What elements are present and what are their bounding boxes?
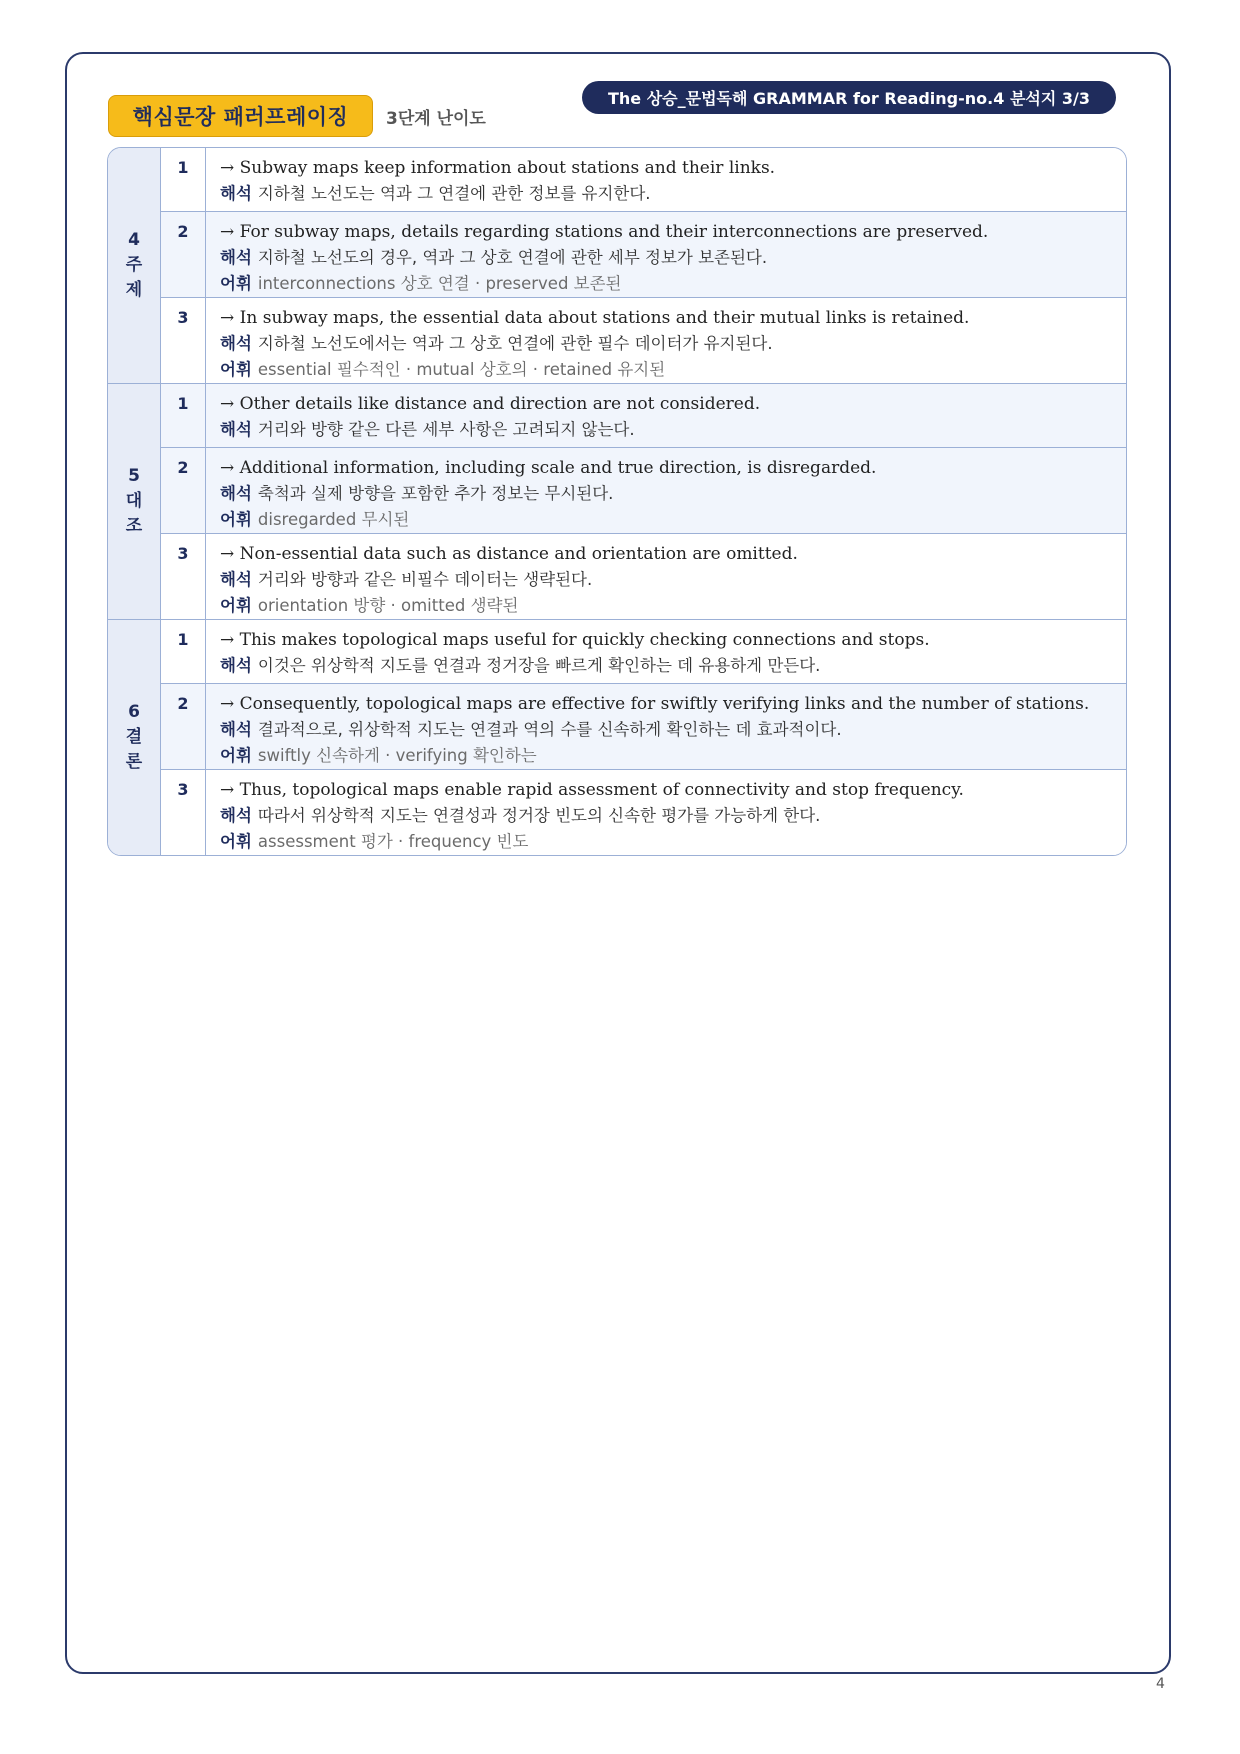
row-content (206, 620, 1126, 683)
group-label-number: 4 (128, 230, 140, 250)
translation-tag: 해석 (220, 184, 252, 203)
paraphrase-group (108, 620, 1126, 855)
korean-translation: 따라서 위상학적 지도는 연결성과 정거장 빈도의 신속한 평가를 가능하게 한다. (257, 806, 821, 825)
paraphrase-row (161, 448, 1126, 534)
book-title-pill (582, 81, 1116, 114)
vocab-list: disregarded 무시된 (257, 510, 410, 529)
paraphrase-row (161, 620, 1126, 684)
vocab-line (220, 829, 1112, 855)
group-label (108, 620, 161, 855)
section-title: 핵심문장 패러프레이징 (132, 105, 349, 129)
paraphrase-row (161, 298, 1126, 383)
group-label-char: 주 (125, 255, 143, 275)
paraphrase-group (108, 148, 1126, 384)
translation-line (220, 481, 1112, 507)
row-number: 3 (161, 534, 206, 619)
row-content (206, 448, 1126, 533)
translation-tag: 해석 (220, 248, 252, 267)
row-content (206, 212, 1126, 297)
page-number: 4 (1156, 1676, 1165, 1692)
paraphrase-group (108, 384, 1126, 620)
vocab-line (220, 357, 1112, 383)
translation-tag: 해석 (220, 334, 252, 353)
difficulty-label: 3단계 난이도 (386, 109, 486, 129)
korean-translation: 지하철 노선도는 역과 그 연결에 관한 정보를 유지한다. (257, 184, 651, 203)
row-number: 1 (161, 148, 206, 211)
vocab-tag: 어휘 (220, 360, 252, 379)
english-sentence: → Other details like distance and direction are not considered. (220, 394, 761, 414)
row-content (206, 534, 1126, 619)
vocab-list: interconnections 상호 연결 · preserved 보존된 (257, 274, 622, 293)
translation-tag: 해석 (220, 656, 252, 675)
korean-translation: 결과적으로, 위상학적 지도는 연결과 역의 수를 신속하게 확인하는 데 효과적이다. (257, 720, 842, 739)
translation-line (220, 717, 1112, 743)
vocab-tag: 어휘 (220, 510, 252, 529)
translation-line (220, 331, 1112, 357)
vocab-line (220, 743, 1112, 769)
korean-translation: 거리와 방향과 같은 비필수 데이터는 생략된다. (257, 570, 593, 589)
vocab-list: swiftly 신속하게 · verifying 확인하는 (257, 746, 537, 765)
vocab-list: essential 필수적인 · mutual 상호의 · retained 유지된 (257, 360, 666, 379)
english-sentence: → Consequently, topological maps are effective for swiftly verifying links and the number of stations. (220, 694, 1090, 714)
korean-translation: 이것은 위상학적 지도를 연결과 정거장을 빠르게 확인하는 데 유용하게 만든다. (257, 656, 821, 675)
group-label-char: 제 (125, 280, 143, 300)
group-label-char: 결 (125, 727, 143, 747)
row-number: 2 (161, 448, 206, 533)
paraphrase-row (161, 770, 1126, 855)
english-sentence: → This makes topological maps useful for quickly checking connections and stops. (220, 630, 930, 650)
translation-line (220, 567, 1112, 593)
vocab-list: orientation 방향 · omitted 생략된 (257, 596, 519, 615)
english-sentence: → Additional information, including scale and true direction, is disregarded. (220, 458, 877, 478)
group-label-char: 조 (125, 516, 143, 536)
translation-tag: 해석 (220, 720, 252, 739)
paraphrase-table (107, 147, 1127, 856)
row-number: 1 (161, 384, 206, 447)
group-label-char: 대 (125, 491, 143, 511)
paraphrase-row (161, 212, 1126, 298)
group-label-char: 론 (125, 752, 143, 772)
book-title: The 상승_문법독해 GRAMMAR for Reading-no.4 분석지 3/3 (607, 89, 1090, 108)
group-label (108, 148, 161, 383)
translation-line (220, 417, 1112, 443)
translation-line (220, 803, 1112, 829)
english-sentence: → Thus, topological maps enable rapid assessment of connectivity and stop frequency. (220, 780, 964, 800)
vocab-tag: 어휘 (220, 596, 252, 615)
row-content (206, 770, 1126, 855)
translation-tag: 해석 (220, 420, 252, 439)
translation-line (220, 245, 1112, 271)
vocab-list: assessment 평가 · frequency 빈도 (257, 832, 529, 851)
group-label-number: 6 (128, 702, 140, 722)
translation-tag: 해석 (220, 806, 252, 825)
row-number: 1 (161, 620, 206, 683)
paraphrase-row (161, 684, 1126, 770)
korean-translation: 거리와 방향 같은 다른 세부 사항은 고려되지 않는다. (257, 420, 635, 439)
row-content (206, 684, 1126, 769)
translation-tag: 해석 (220, 484, 252, 503)
vocab-line (220, 271, 1112, 297)
group-label (108, 384, 161, 619)
english-sentence: → In subway maps, the essential data about stations and their mutual links is retained. (220, 308, 970, 328)
row-number: 3 (161, 298, 206, 383)
paraphrase-row (161, 148, 1126, 212)
vocab-tag: 어휘 (220, 832, 252, 851)
translation-tag: 해석 (220, 570, 252, 589)
english-sentence: → For subway maps, details regarding stations and their interconnections are preserved. (220, 222, 989, 242)
row-number: 3 (161, 770, 206, 855)
english-sentence: → Subway maps keep information about stations and their links. (220, 158, 776, 178)
row-content (206, 298, 1126, 383)
group-label-number: 5 (128, 466, 140, 486)
english-sentence: → Non-essential data such as distance and orientation are omitted. (220, 544, 798, 564)
row-number: 2 (161, 684, 206, 769)
vocab-tag: 어휘 (220, 274, 252, 293)
paraphrase-row (161, 534, 1126, 619)
row-number: 2 (161, 212, 206, 297)
vocab-line (220, 593, 1112, 619)
translation-line (220, 181, 1112, 207)
row-content (206, 384, 1126, 447)
section-title-badge (108, 95, 373, 137)
paraphrase-row (161, 384, 1126, 448)
vocab-tag: 어휘 (220, 746, 252, 765)
translation-line (220, 653, 1112, 679)
korean-translation: 지하철 노선도에서는 역과 그 상호 연결에 관한 필수 데이터가 유지된다. (257, 334, 773, 353)
vocab-line (220, 507, 1112, 533)
korean-translation: 지하철 노선도의 경우, 역과 그 상호 연결에 관한 세부 정보가 보존된다. (257, 248, 768, 267)
row-content (206, 148, 1126, 211)
korean-translation: 축척과 실제 방향을 포함한 추가 정보는 무시된다. (257, 484, 614, 503)
